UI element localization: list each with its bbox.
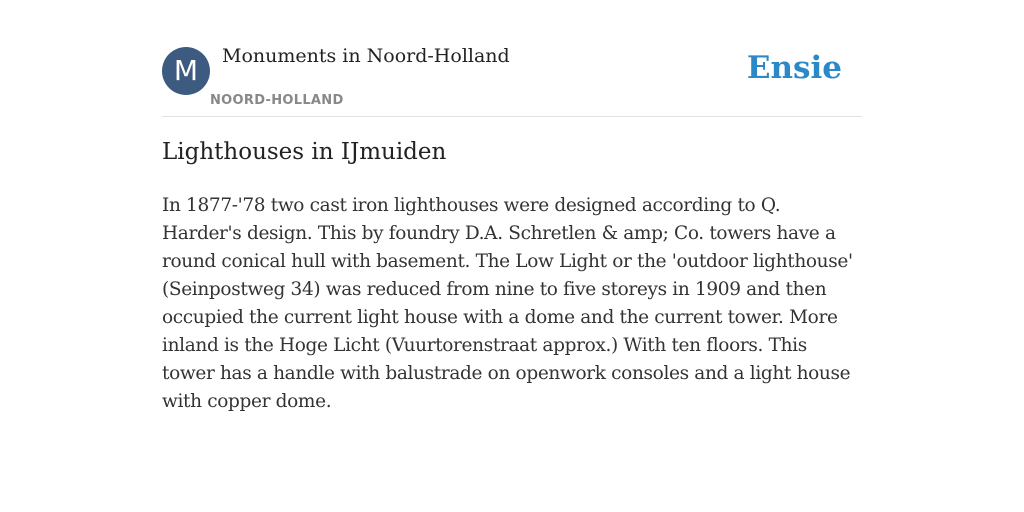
article-body: In 1877-'78 two cast iron lighthouses were designed according to Q. Harder's design. This by foundry D.A. Schretlen & amp; Co. towers have a round conical hull with basement. The Low Light or the 'outdoor lighthouse' (Seinpostweg 34) was reduced from nine to five storeys in 1909 and then occupied the current light house with a dome and the current tower. More inland is the Hoge Licht (Vuurtorenstraat approx.) With ten floors. This tower has a handle with balustrade on openwork consoles and a light house with copper dome. bbox=[162, 195, 853, 412]
card-header bbox=[162, 0, 862, 117]
article-card bbox=[162, 0, 862, 512]
category-label[interactable]: NOORD-HOLLAND bbox=[210, 93, 344, 108]
collection-title[interactable]: Monuments in Noord-Holland bbox=[222, 45, 510, 67]
article-title: Lighthouses in IJmuiden bbox=[162, 139, 447, 165]
brand-logo[interactable]: Ensie bbox=[746, 50, 842, 86]
collection-avatar: M bbox=[162, 47, 210, 95]
